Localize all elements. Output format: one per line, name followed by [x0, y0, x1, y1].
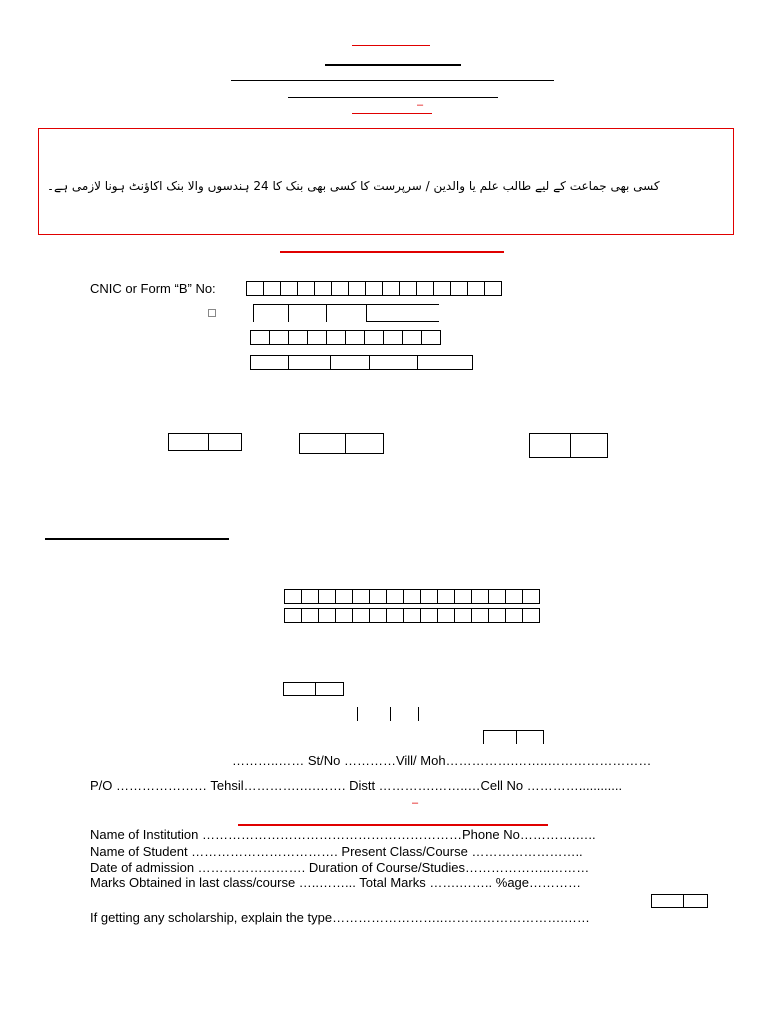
section-red-dash: –	[412, 797, 419, 809]
account-box[interactable]	[522, 608, 540, 623]
account-box[interactable]	[335, 608, 353, 623]
cnic-label: CNIC or Form “B” No:	[90, 281, 216, 296]
wide-box[interactable]	[369, 355, 418, 370]
pair-cell[interactable]	[516, 730, 544, 744]
cnic-box[interactable]	[484, 281, 502, 296]
code-box[interactable]	[345, 330, 365, 345]
date-box[interactable]	[326, 304, 366, 322]
cnic-box[interactable]	[416, 281, 434, 296]
cnic-box[interactable]	[263, 281, 281, 296]
cnic-box[interactable]	[365, 281, 383, 296]
code-boxes[interactable]	[250, 330, 441, 345]
code-box[interactable]	[250, 330, 270, 345]
pair-cell[interactable]	[683, 894, 708, 908]
account-boxes-row-1[interactable]	[284, 589, 540, 604]
header-line-3	[288, 97, 498, 98]
pair-cell[interactable]	[357, 707, 390, 721]
cnic-box[interactable]	[246, 281, 264, 296]
code-box[interactable]	[326, 330, 346, 345]
wide-box[interactable]	[330, 355, 370, 370]
cnic-box[interactable]	[297, 281, 315, 296]
wide-box[interactable]	[417, 355, 473, 370]
pair-cell[interactable]	[529, 433, 571, 458]
account-box[interactable]	[386, 589, 404, 604]
account-box[interactable]	[505, 608, 523, 623]
account-box[interactable]	[403, 589, 421, 604]
pair-cell[interactable]	[345, 433, 384, 454]
account-box[interactable]	[318, 589, 336, 604]
account-box[interactable]	[369, 589, 387, 604]
code-box[interactable]	[269, 330, 289, 345]
scholarship-pair-box[interactable]	[651, 894, 708, 908]
cnic-boxes[interactable]	[246, 281, 502, 296]
wide-box[interactable]	[288, 355, 331, 370]
account-box[interactable]	[386, 608, 404, 623]
account-box[interactable]	[284, 589, 302, 604]
pair-cell[interactable]	[570, 433, 608, 458]
pair-box-2[interactable]	[299, 433, 384, 454]
scholarship-line: If getting any scholarship, explain the type……………………..……………………….……	[90, 910, 590, 925]
account-box[interactable]	[437, 608, 455, 623]
account-box[interactable]	[420, 608, 438, 623]
small-pair-box-3[interactable]	[483, 730, 544, 744]
date-box[interactable]	[253, 304, 288, 322]
account-box[interactable]	[301, 589, 319, 604]
code-box[interactable]	[402, 330, 422, 345]
cnic-box[interactable]	[314, 281, 332, 296]
code-box[interactable]	[421, 330, 441, 345]
cnic-box[interactable]	[433, 281, 451, 296]
cnic-box[interactable]	[331, 281, 349, 296]
header-red-line-2	[352, 113, 432, 114]
institution-line: Name of Institution ……………………………………………………Phone No………….…..	[90, 827, 596, 842]
marks-line: Marks Obtained in last class/course …..……... Total Marks …….…….. %age…………	[90, 875, 582, 890]
account-box[interactable]	[403, 608, 421, 623]
account-box[interactable]	[471, 589, 489, 604]
account-box[interactable]	[522, 589, 540, 604]
account-box[interactable]	[352, 608, 370, 623]
address-line-2: P/O ………………… Tehsil………….….……. Distt ………….……..…Cell No …………............	[90, 778, 623, 793]
account-box[interactable]	[352, 589, 370, 604]
account-box[interactable]	[369, 608, 387, 623]
student-name-line: Name of Student ……………………………. Present Class/Course ……………………..	[90, 844, 583, 859]
code-box[interactable]	[383, 330, 403, 345]
small-pair-box-1[interactable]	[283, 682, 344, 696]
date-boxes-row[interactable]	[253, 304, 439, 322]
cnic-box[interactable]	[280, 281, 298, 296]
pair-cell[interactable]	[283, 682, 316, 696]
pair-cell[interactable]	[390, 707, 419, 721]
account-box[interactable]	[505, 589, 523, 604]
cnic-box[interactable]	[467, 281, 485, 296]
account-box[interactable]	[420, 589, 438, 604]
account-box[interactable]	[301, 608, 319, 623]
cnic-box[interactable]	[382, 281, 400, 296]
account-box[interactable]	[318, 608, 336, 623]
account-boxes-row-2[interactable]	[284, 608, 540, 623]
address-line-1: ………..…… St/No …………Vill/ Moh…………….……..……………………	[232, 753, 652, 768]
section-red-underline-1	[280, 251, 504, 253]
notice-box	[38, 128, 734, 235]
option-checkbox[interactable]	[208, 309, 216, 317]
cnic-box[interactable]	[399, 281, 417, 296]
pair-cell[interactable]	[315, 682, 344, 696]
pair-cell[interactable]	[168, 433, 209, 451]
pair-cell[interactable]	[651, 894, 684, 908]
wide-box[interactable]	[250, 355, 289, 370]
header-title-underline	[325, 64, 461, 66]
date-box[interactable]	[288, 304, 326, 322]
cnic-box[interactable]	[348, 281, 366, 296]
code-box[interactable]	[364, 330, 384, 345]
pair-cell[interactable]	[299, 433, 346, 454]
cnic-box[interactable]	[450, 281, 468, 296]
account-box[interactable]	[454, 608, 472, 623]
account-box[interactable]	[454, 589, 472, 604]
account-box[interactable]	[335, 589, 353, 604]
account-box[interactable]	[471, 608, 489, 623]
pair-cell[interactable]	[208, 433, 242, 451]
code-box[interactable]	[307, 330, 327, 345]
notice-urdu-text: کسی بھی جماعت کے لیے طالب علم یا والدین / سرپرست کا کسی بھی بنک کا 24 ہندسوں والا بنک اکاؤنٹ ہونا لازمی ہے۔	[47, 179, 660, 193]
code-box[interactable]	[288, 330, 308, 345]
account-box[interactable]	[284, 608, 302, 623]
pair-box-1[interactable]	[168, 433, 242, 451]
small-pair-box-2[interactable]	[357, 707, 419, 721]
section-underline-2	[45, 538, 229, 540]
pair-box-3[interactable]	[529, 433, 608, 458]
header-line-2	[231, 80, 554, 81]
wide-boxes[interactable]	[250, 355, 473, 370]
header-red-line-1	[352, 45, 430, 46]
account-box[interactable]	[488, 608, 506, 623]
admission-line: Date of admission ……………………. Duration of Course/Studies………………..………	[90, 860, 590, 875]
date-box[interactable]	[366, 304, 439, 322]
section-red-underline-3	[238, 824, 548, 826]
account-box[interactable]	[488, 589, 506, 604]
date-row-baseline	[366, 321, 439, 322]
account-box[interactable]	[437, 589, 455, 604]
pair-cell[interactable]	[483, 730, 516, 744]
header-red-dash: –	[417, 99, 424, 111]
